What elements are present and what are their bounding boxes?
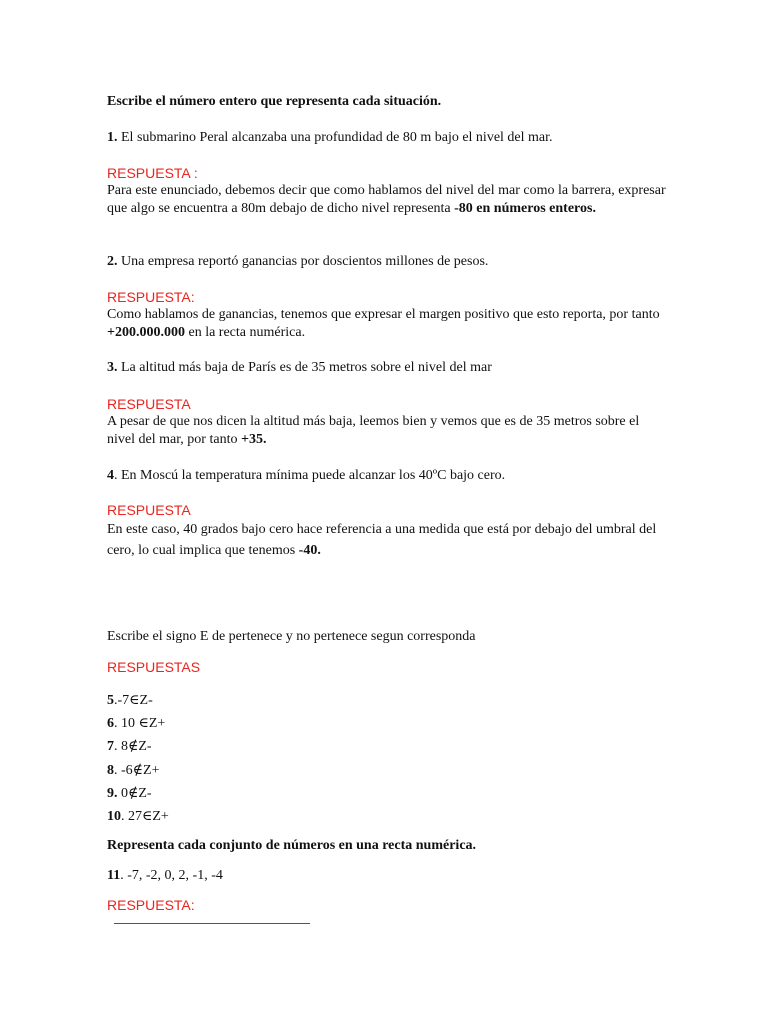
answer-3 <box>107 413 668 449</box>
question-number: 1. <box>107 130 118 145</box>
heading-1: Escribe el número entero que representa cada situación. <box>107 94 442 109</box>
answer-text: Como hablamos de ganancias, tenemos que expresar el margen positivo que esto reporta, por tanto <box>107 307 660 322</box>
question-1 <box>107 129 668 147</box>
answer-value: +200.000.000 <box>107 325 185 340</box>
heading-3: Representa cada conjunto de números en una recta numérica. <box>107 838 477 853</box>
item-text: . 8∉Z- <box>114 739 152 754</box>
list-item <box>107 738 668 756</box>
answer-text: Para este enunciado, debemos decir que como hablamos del nivel del mar como la barrera, expresar que algo se encuentra a 80m debajo de dicho nivel representa <box>107 183 666 216</box>
list-item <box>107 715 668 733</box>
item-number: 10 <box>107 809 121 824</box>
answer-label-1: RESPUESTA : <box>107 165 198 181</box>
answer-text-end: en la recta numérica. <box>184 325 306 340</box>
item-text: . 27∈Z+ <box>121 809 169 824</box>
question-4 <box>107 467 668 485</box>
item-number: 8 <box>107 763 114 778</box>
item-number: 6 <box>107 716 114 731</box>
answer-1 <box>107 182 668 218</box>
heading-2: Escribe el signo E de pertenece y no pertenece segun corresponda <box>107 629 476 644</box>
question-text: . En Moscú la temperatura mínima puede alcanzar los 40ºC bajo cero. <box>114 468 506 483</box>
item-number: 9. <box>107 786 118 801</box>
answer-4 <box>107 519 668 561</box>
question-text: El submarino Peral alcanzaba una profundidad de 80 m bajo el nivel del mar. <box>117 130 553 145</box>
answer-2 <box>107 306 668 342</box>
item-text: 0∉Z- <box>117 786 152 801</box>
item-text: . 10 ∈Z+ <box>114 716 166 731</box>
answer-value: -40. <box>298 543 321 558</box>
question-text: . -7, -2, 0, 2, -1, -4 <box>120 868 223 883</box>
item-text: .-7∈Z- <box>114 693 153 708</box>
list-item <box>107 692 668 710</box>
answer-value: -80 en números enteros. <box>454 201 596 216</box>
answer-value: +35. <box>240 432 267 447</box>
answers-label: RESPUESTAS <box>107 659 201 675</box>
question-number: 4 <box>107 468 114 483</box>
question-2 <box>107 253 668 271</box>
answer-label-11: RESPUESTA: <box>107 897 195 913</box>
list-item <box>107 808 668 826</box>
answer-label-3: RESPUESTA <box>107 396 191 412</box>
number-line <box>114 923 310 924</box>
question-number: 2. <box>107 254 118 269</box>
question-number: 11 <box>107 868 121 883</box>
question-text: Una empresa reportó ganancias por doscientos millones de pesos. <box>117 254 489 269</box>
list-item <box>107 762 668 780</box>
question-11 <box>107 867 668 885</box>
answer-text: En este caso, 40 grados bajo cero hace referencia a una medida que está por debajo del umbral del cero, lo cual implica que tenemos <box>107 522 657 558</box>
question-3 <box>107 359 668 377</box>
list-item <box>107 785 668 803</box>
answer-label-2: RESPUESTA: <box>107 289 195 305</box>
item-text: . -6∉Z+ <box>114 763 160 778</box>
item-number: 5 <box>107 693 114 708</box>
question-number: 3. <box>107 360 118 375</box>
item-number: 7 <box>107 739 114 754</box>
answer-label-4: RESPUESTA <box>107 502 191 518</box>
question-text: La altitud más baja de París es de 35 metros sobre el nivel del mar <box>117 360 492 375</box>
answer-text: A pesar de que nos dicen la altitud más baja, leemos bien y vemos que es de 35 metros sobre el nivel del mar, por tanto <box>107 414 640 447</box>
